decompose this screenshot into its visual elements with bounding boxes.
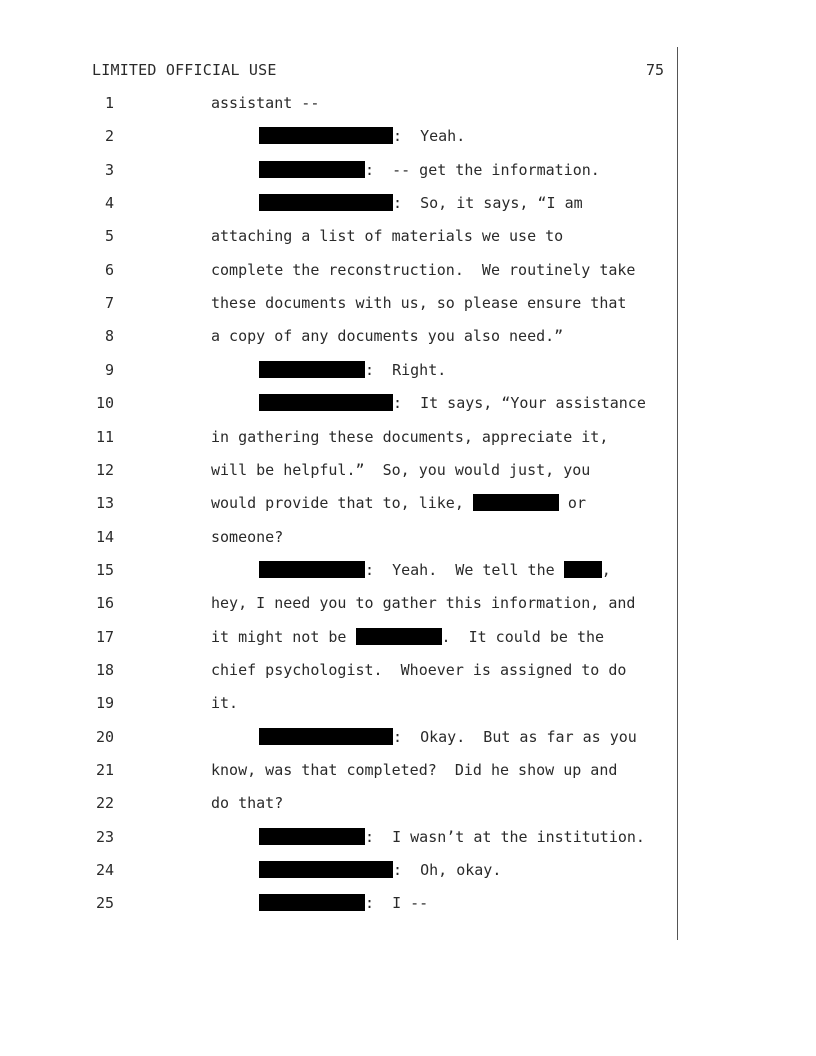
text-segment: these documents with us, so please ensure that xyxy=(211,294,627,313)
text-segment: hey, I need you to gather this information, and xyxy=(211,594,636,613)
transcript-line xyxy=(0,394,680,416)
line-number: 10 xyxy=(95,394,114,413)
text-segment: : I -- xyxy=(365,894,429,913)
line-text xyxy=(211,628,604,646)
transcript-line xyxy=(0,494,680,516)
line-text xyxy=(259,828,645,846)
line-text xyxy=(211,261,635,279)
redaction-block xyxy=(259,194,393,211)
line-number: 5 xyxy=(104,227,114,246)
line-number: 8 xyxy=(104,327,114,346)
line-number: 17 xyxy=(95,627,114,646)
transcript-line xyxy=(0,661,680,683)
line-number: 6 xyxy=(104,260,114,279)
line-number: 14 xyxy=(95,527,114,546)
line-text xyxy=(259,161,600,179)
transcript-line xyxy=(0,261,680,283)
line-number: 11 xyxy=(95,427,114,446)
line-text xyxy=(259,561,611,579)
transcript-line xyxy=(0,294,680,316)
transcript-line xyxy=(0,161,680,183)
text-segment: : I wasn’t at the institution. xyxy=(365,827,645,846)
redaction-block xyxy=(564,561,602,578)
text-segment: assistant -- xyxy=(211,94,320,112)
line-number: 12 xyxy=(95,460,114,479)
text-segment: : -- get the information. xyxy=(365,160,600,179)
line-number: 3 xyxy=(104,160,114,179)
transcript-line xyxy=(0,94,680,116)
text-segment: chief psychologist. Whoever is assigned to do xyxy=(211,660,627,679)
text-segment: would provide that to, like, xyxy=(211,494,473,513)
transcript-line xyxy=(0,361,680,383)
text-segment: a copy of any documents you also need.” xyxy=(211,327,564,346)
transcript-line xyxy=(0,894,680,916)
text-segment: or xyxy=(558,494,586,513)
line-number: 13 xyxy=(95,494,114,513)
transcript-line xyxy=(0,861,680,883)
transcript-line xyxy=(0,728,680,750)
text-segment: : Oh, okay. xyxy=(393,861,502,880)
transcript-line xyxy=(0,127,680,149)
line-text xyxy=(259,394,646,412)
line-number: 21 xyxy=(95,761,114,779)
line-number: 1 xyxy=(104,94,114,112)
text-segment: will be helpful.” So, you would just, you xyxy=(211,460,591,479)
transcript-line xyxy=(0,594,680,616)
line-number: 4 xyxy=(104,194,114,213)
transcript-line xyxy=(0,794,680,816)
line-number: 23 xyxy=(95,827,114,846)
redaction-block xyxy=(259,894,365,911)
redaction-block xyxy=(473,494,559,511)
line-text xyxy=(211,94,319,112)
line-number: 16 xyxy=(95,594,114,613)
line-number: 19 xyxy=(95,694,114,713)
text-segment: know, was that completed? Did he show up and xyxy=(211,761,618,779)
text-segment: in gathering these documents, appreciate it, xyxy=(211,427,609,446)
redaction-block xyxy=(259,828,365,845)
redaction-block xyxy=(259,394,393,411)
transcript-line xyxy=(0,628,680,650)
text-segment: : It says, “Your assistance xyxy=(393,394,646,413)
line-text xyxy=(211,794,283,812)
line-text xyxy=(211,694,238,712)
line-text xyxy=(211,528,283,546)
transcript-line xyxy=(0,761,680,783)
page-number: 75 xyxy=(646,61,665,79)
redaction-block xyxy=(259,361,365,378)
transcript-line xyxy=(0,227,680,249)
text-segment: someone? xyxy=(211,527,284,546)
line-text xyxy=(259,861,501,879)
text-segment: attaching a list of materials we use to xyxy=(211,227,564,246)
text-segment: it might not be xyxy=(211,627,356,646)
line-text xyxy=(211,461,590,479)
line-number: 24 xyxy=(95,861,114,880)
line-text xyxy=(211,294,626,312)
redaction-block xyxy=(259,728,393,745)
transcript-line xyxy=(0,194,680,216)
redaction-block xyxy=(356,628,442,645)
line-number: 25 xyxy=(95,894,114,913)
line-text xyxy=(259,194,583,212)
line-text xyxy=(211,761,617,779)
text-segment: : So, it says, “I am xyxy=(393,194,583,213)
line-text xyxy=(259,894,428,912)
transcript-line xyxy=(0,327,680,349)
line-text xyxy=(259,361,446,379)
transcript-line xyxy=(0,828,680,850)
redaction-block xyxy=(259,861,393,878)
redaction-block xyxy=(259,161,365,178)
line-number: 15 xyxy=(95,560,114,579)
line-text xyxy=(259,127,465,145)
classification-header: LIMITED OFFICIAL USE xyxy=(92,61,277,79)
text-segment: : Right. xyxy=(365,360,447,379)
transcript-line xyxy=(0,561,680,583)
line-text xyxy=(211,327,563,345)
line-number: 22 xyxy=(95,794,114,813)
text-segment: complete the reconstruction. We routinely take xyxy=(211,260,636,279)
line-text xyxy=(211,594,635,612)
line-number: 20 xyxy=(95,727,114,746)
transcript-line xyxy=(0,694,680,716)
redaction-block xyxy=(259,561,365,578)
text-segment: : Okay. But as far as you xyxy=(393,727,637,746)
text-segment: : Yeah. We tell the xyxy=(365,560,564,579)
line-text xyxy=(211,428,608,446)
transcript-line xyxy=(0,428,680,450)
text-segment: it. xyxy=(211,694,239,713)
line-text xyxy=(211,494,586,512)
text-segment: . It could be the xyxy=(441,627,605,646)
text-segment: do that? xyxy=(211,794,284,813)
line-text xyxy=(259,728,637,746)
line-number: 9 xyxy=(104,360,114,379)
transcript-line xyxy=(0,528,680,550)
text-segment: , xyxy=(601,560,611,579)
line-number: 7 xyxy=(104,294,114,313)
line-text xyxy=(211,227,563,245)
redaction-block xyxy=(259,127,393,144)
line-number: 2 xyxy=(104,127,114,146)
line-number: 18 xyxy=(95,660,114,679)
transcript-line xyxy=(0,461,680,483)
text-segment: : Yeah. xyxy=(393,127,466,146)
line-text xyxy=(211,661,626,679)
